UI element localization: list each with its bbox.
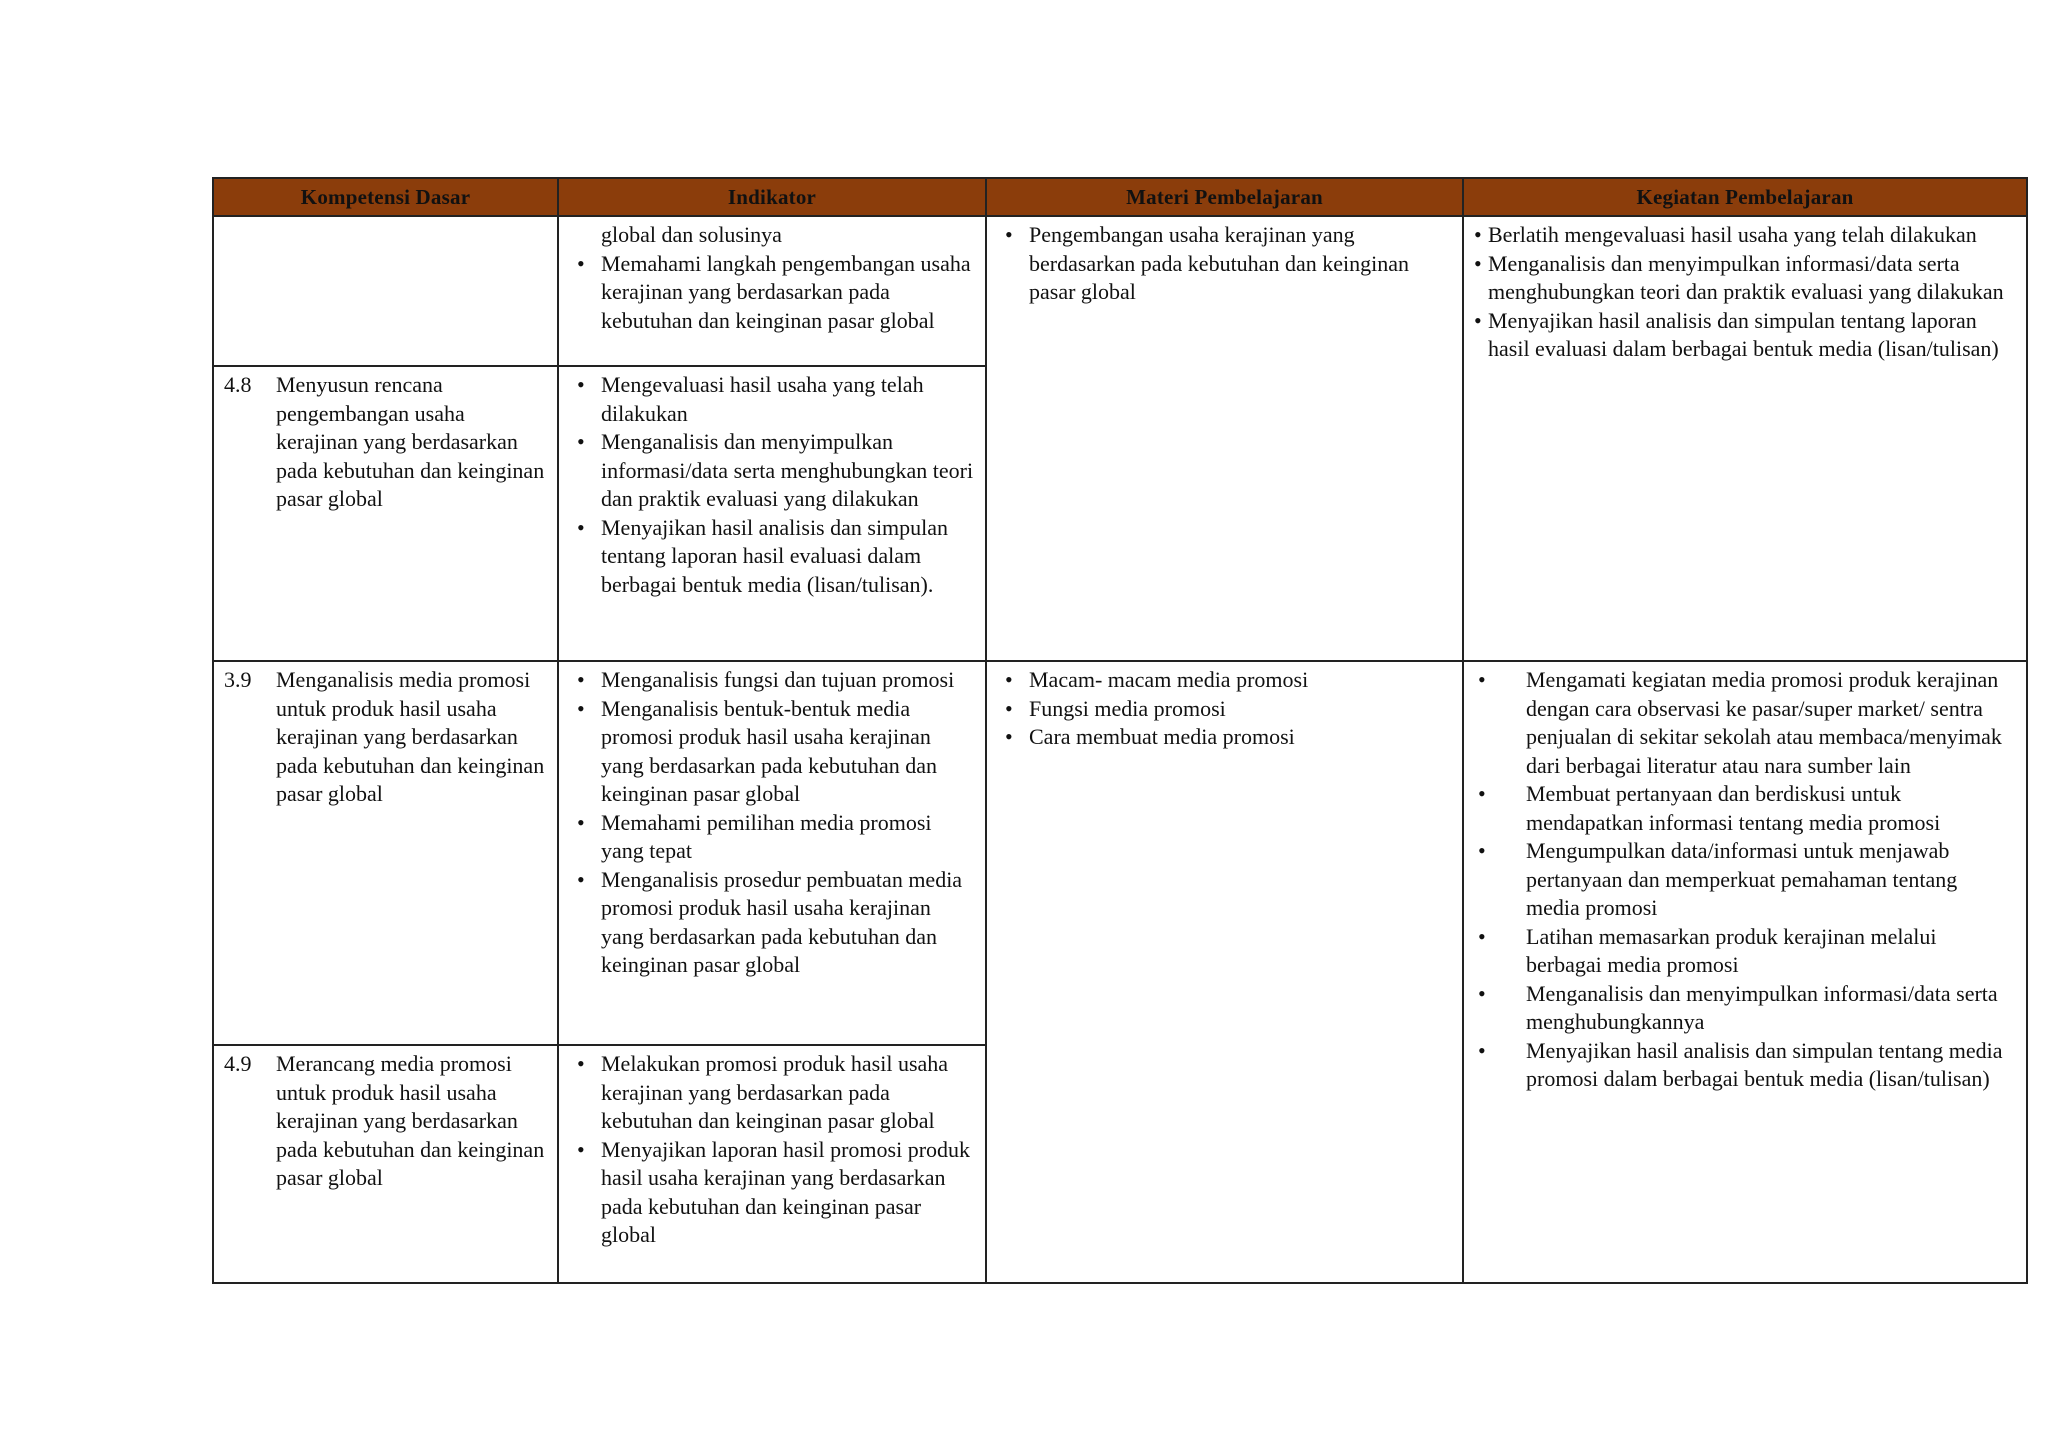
list-item: • Latihan memasarkan produk kerajinan melalui berbagai media promosi [1474,923,2016,980]
kd-text: Merancang media promosi untuk produk hasil usaha kerajinan yang berdasarkan pada kebutuhan dan keinginan pasar global [276,1051,545,1190]
header-kompetensi-dasar: Kompetensi Dasar [213,178,558,216]
kegiatan-list [1474,221,2016,364]
indicator-cell [558,216,986,366]
list-item: • Fungsi media promosi [997,695,1452,724]
syllabus-page [212,177,2026,1284]
table-row [213,216,2027,366]
list-item: • Memahami pemilihan media promosi yang tepat [569,809,975,866]
materi-cell [986,216,1463,661]
kd-number: 4.8 [224,372,252,397]
list-item: • Memahami langkah pengembangan usaha kerajinan yang berdasarkan pada kebutuhan dan keinginan pasar global [569,250,975,336]
header-indikator: Indikator [558,178,986,216]
indicator-cell [558,366,986,661]
list-item: • Macam- macam media promosi [997,666,1452,695]
header-kegiatan-pembelajaran: Kegiatan Pembelajaran [1463,178,2027,216]
indicator-list [569,250,975,336]
kd-text: Menyusun rencana pengembangan usaha kerajinan yang berdasarkan pada kebutuhan dan keinginan pasar global [276,372,545,511]
kegiatan-list [1474,666,2016,1094]
list-item: • Menganalisis bentuk-bentuk media promosi produk hasil usaha kerajinan yang berdasarkan pada kebutuhan dan keinginan pasar global [569,695,975,809]
kegiatan-cell [1463,661,2027,1283]
table-row [213,661,2027,1045]
indicator-cell [558,1045,986,1283]
kd-number: 3.9 [224,667,252,692]
list-item: • Menganalisis fungsi dan tujuan promosi [569,666,975,695]
header-materi-pembelajaran: Materi Pembelajaran [986,178,1463,216]
list-item: • Membuat pertanyaan dan berdiskusi untuk mendapatkan informasi tentang media promosi [1474,780,2016,837]
table-header-row [213,178,2027,216]
list-item: • Menyajikan hasil analisis dan simpulan tentang laporan hasil evaluasi dalam berbagai bentuk media (lisan/tulisan). [569,514,975,600]
list-item: • Cara membuat media promosi [997,723,1452,752]
indicator-cell [558,661,986,1045]
list-item: • Menganalisis dan menyimpulkan informasi/data serta menghubungkan teori dan praktik evaluasi yang dilakukan [569,428,975,514]
list-item: • Menganalisis dan menyimpulkan informasi/data serta menghubungkan teori dan praktik evaluasi yang dilakukan [1474,250,2016,307]
materi-list [997,221,1452,307]
list-item: • Pengembangan usaha kerajinan yang berdasarkan pada kebutuhan dan keinginan pasar global [997,221,1452,307]
list-item: • Mengumpulkan data/informasi untuk menjawab pertanyaan dan memperkuat pemahaman tentang media promosi [1474,837,2016,923]
indicator-continuation: global dan solusinya [601,222,782,247]
kd-cell-empty [213,216,558,366]
syllabus-table [212,177,2028,1284]
list-item: • Menyajikan laporan hasil promosi produk hasil usaha kerajinan yang berdasarkan pada kebutuhan dan keinginan pasar global [569,1136,975,1250]
kd-text: Menganalisis media promosi untuk produk hasil usaha kerajinan yang berdasarkan pada kebutuhan dan keinginan pasar global [276,667,545,806]
kd-number: 4.9 [224,1051,252,1076]
list-item: • Mengamati kegiatan media promosi produk kerajinan dengan cara observasi ke pasar/super market/ sentra penjualan di sekitar sekolah atau membaca/menyimak dari berbagai literatur atau nara sumber lain [1474,666,2016,780]
list-item: • Menyajikan hasil analisis dan simpulan tentang laporan hasil evaluasi dalam berbagai bentuk media (lisan/tulisan) [1474,307,2016,364]
materi-cell [986,661,1463,1283]
indicator-list [569,666,975,980]
list-item: • Menganalisis prosedur pembuatan media promosi produk hasil usaha kerajinan yang berdasarkan pada kebutuhan dan keinginan pasar global [569,866,975,980]
materi-list [997,666,1452,752]
indicator-list [569,371,975,599]
list-item: • Menyajikan hasil analisis dan simpulan tentang media promosi dalam berbagai bentuk media (lisan/tulisan) [1474,1037,2016,1094]
list-item: • Mengevaluasi hasil usaha yang telah dilakukan [569,371,975,428]
kd-cell [213,1045,558,1283]
kd-cell [213,661,558,1045]
list-item: • Menganalisis dan menyimpulkan informasi/data serta menghubungkannya [1474,980,2016,1037]
kd-cell [213,366,558,661]
list-item: • Melakukan promosi produk hasil usaha kerajinan yang berdasarkan pada kebutuhan dan keinginan pasar global [569,1050,975,1136]
kegiatan-cell [1463,216,2027,661]
list-item: • Berlatih mengevaluasi hasil usaha yang telah dilakukan [1474,221,2016,250]
indicator-list [569,1050,975,1250]
